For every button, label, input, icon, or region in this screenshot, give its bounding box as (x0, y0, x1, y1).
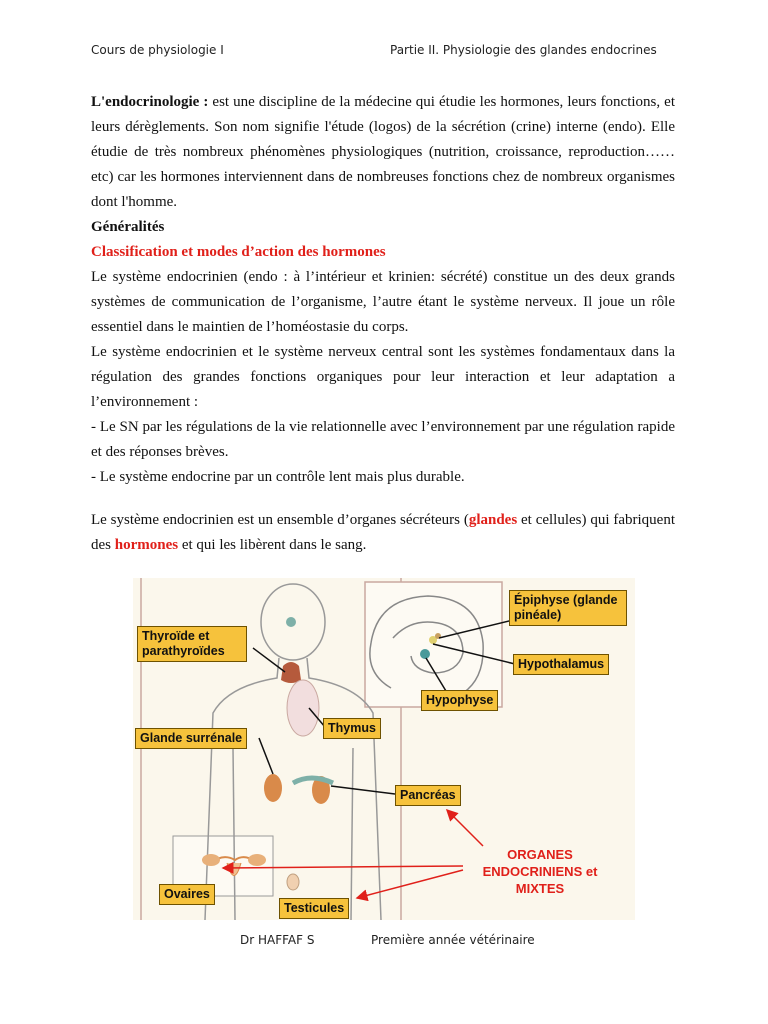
header-course-title: Cours de physiologie I (91, 43, 224, 57)
header-part-title: Partie II. Physiologie des glandes endocrines (390, 43, 657, 57)
paragraph-2: Le système endocrinien et le système nerveux central sont les systèmes fondamentaux dans la régulation des grandes fonctions organiques pour leur interaction et leur adaptation a l’environnement : (91, 344, 675, 410)
intro-text: est une discipline de la médecine qui étudie les hormones, leurs fonctions, et leurs dérèglements. Son nom signifie l'étude (logos) de la sécrétion (crine) interne (endo). Elle étudie de très nombreux phénomènes physiologiques (nutrition, croissance, reproduction……etc) car les hormones interviennent dans de nombreuses fonctions chez de nombreux organismes dont l'homme. (91, 94, 675, 210)
definition-part-2: et cellules) qui fabriquent des (91, 512, 675, 553)
label-thymus: Thymus (323, 718, 381, 739)
intro-paragraph (91, 90, 675, 215)
endocrine-figure (133, 578, 635, 920)
definition-paragraph (91, 508, 675, 558)
section-title: Généralités (91, 219, 165, 235)
document-body (91, 90, 675, 558)
intro-term: L'endocrinologie : (91, 94, 209, 110)
label-testicules: Testicules (279, 898, 349, 919)
label-epiphyse (509, 590, 627, 626)
label-thyroide (137, 626, 247, 662)
organes-endocriniens-title: ORGANES ENDOCRINIENS et MIXTES (482, 847, 598, 896)
footer-course-year: Première année vétérinaire (371, 933, 535, 947)
label-thyroide-text: Thyroïde et parathyroïdes (142, 629, 225, 658)
label-epiphyse-text: Épiphyse (glande pinéale) (514, 593, 618, 622)
paragraph-3: - Le SN par les régulations de la vie relationnelle avec l’environnement par une régulation rapide et des réponses brèves. (91, 419, 675, 460)
definition-glandes: glandes (468, 512, 518, 528)
label-ovaires: Ovaires (159, 884, 215, 905)
definition-hormones: hormones (114, 537, 179, 553)
label-hypothalamus: Hypothalamus (513, 654, 609, 675)
definition-part-1: Le système endocrinien est un ensemble d’organes sécréteurs ( (91, 512, 469, 528)
paragraph-1: Le système endocrinien (endo : à l’intérieur et krinien: sécrété) constitue un des deux grands systèmes de communication de l’organisme, l’autre étant le système nerveux. Il joue un rôle essentiel dans le maintien de l’homéostasie du corps. (91, 269, 675, 335)
definition-part-3: et qui les libèrent dans le sang. (178, 537, 367, 553)
subsection-title: Classification et modes d’action des hormones (91, 244, 386, 260)
footer-author: Dr HAFFAF S (240, 933, 315, 947)
label-hypophyse: Hypophyse (421, 690, 498, 711)
paragraph-4: - Le système endocrine par un contrôle lent mais plus durable. (91, 469, 465, 485)
label-pancreas: Pancréas (395, 785, 461, 806)
label-glande-surrenale: Glande surrénale (135, 728, 247, 749)
